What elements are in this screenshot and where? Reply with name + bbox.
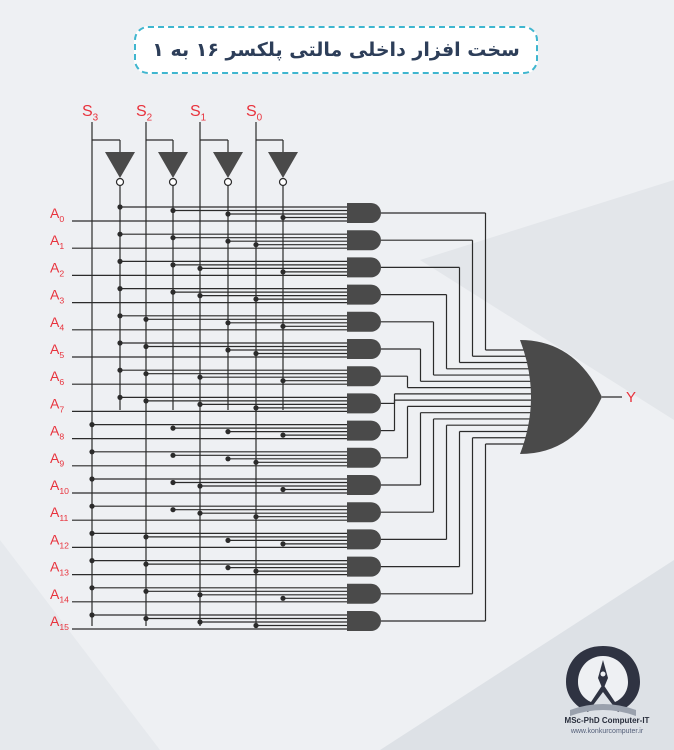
and-gate xyxy=(347,285,381,305)
input-label-sub: 2 xyxy=(59,268,65,279)
input-label-sub: 10 xyxy=(59,485,69,496)
junction-dot xyxy=(170,453,175,458)
input-label-sub: 4 xyxy=(59,322,65,333)
junction-dot xyxy=(89,476,94,481)
input-label-sub: 6 xyxy=(59,377,65,388)
input-label: $A_{15}$ xyxy=(50,613,69,632)
not-bubble xyxy=(117,179,124,186)
junction-dot xyxy=(197,402,202,407)
junction-dot xyxy=(89,531,94,536)
junction-dot xyxy=(143,616,148,621)
junction-dot xyxy=(170,262,175,267)
select-label-sub: 1 xyxy=(200,112,207,124)
select-label: $S_0$ xyxy=(246,103,263,124)
input-label-sub: 8 xyxy=(59,431,65,442)
junction-dot xyxy=(225,211,230,216)
junction-dot xyxy=(143,371,148,376)
and-gate xyxy=(347,257,381,277)
junction-dot xyxy=(117,286,122,291)
input-label-sub: 3 xyxy=(59,295,65,306)
junction-dot xyxy=(170,235,175,240)
junction-dot xyxy=(280,269,285,274)
junction-dot xyxy=(197,483,202,488)
junction-dot xyxy=(197,619,202,624)
input-label: $A_7$ xyxy=(50,395,65,415)
junction-dot xyxy=(225,538,230,543)
not-bubble xyxy=(225,179,232,186)
junction-dot xyxy=(280,433,285,438)
not-gate xyxy=(105,152,135,178)
junction-dot xyxy=(197,511,202,516)
junction-dot xyxy=(253,405,258,410)
junction-dot xyxy=(197,266,202,271)
junction-dot xyxy=(170,290,175,295)
junction-dot xyxy=(89,612,94,617)
junction-dot xyxy=(170,507,175,512)
not-bubble xyxy=(280,179,287,186)
input-label: $A_{10}$ xyxy=(50,477,69,496)
not-gate xyxy=(158,152,188,178)
page-title: سخت افزار داخلی مالتی پلکسر ۱۶ به ۱ xyxy=(152,39,520,61)
input-label-sub: 0 xyxy=(59,213,65,224)
junction-dot xyxy=(170,426,175,431)
and-gate xyxy=(347,475,381,495)
and-gate xyxy=(347,448,381,468)
junction-dot xyxy=(253,514,258,519)
junction-dot xyxy=(225,429,230,434)
junction-dot xyxy=(170,208,175,213)
and-gate xyxy=(347,502,381,522)
junction-dot xyxy=(253,242,258,247)
and-gate xyxy=(347,203,381,223)
junction-dot xyxy=(117,340,122,345)
and-gate xyxy=(347,611,381,631)
junction-dot xyxy=(89,449,94,454)
junction-dot xyxy=(170,480,175,485)
and-gate xyxy=(347,421,381,441)
junction-dot xyxy=(143,317,148,322)
junction-dot xyxy=(197,375,202,380)
input-label: $A_6$ xyxy=(50,368,65,388)
and-gate xyxy=(347,339,381,359)
select-label-sub: 0 xyxy=(256,112,263,124)
junction-dot xyxy=(253,351,258,356)
input-label: $A_1$ xyxy=(50,232,65,252)
junction-dot xyxy=(280,596,285,601)
junction-dot xyxy=(143,562,148,567)
not-bubble xyxy=(170,179,177,186)
junction-dot xyxy=(225,320,230,325)
junction-dot xyxy=(89,504,94,509)
input-label: $A_0$ xyxy=(50,205,65,224)
input-label: $A_4$ xyxy=(50,313,65,333)
input-label-sub: 7 xyxy=(59,404,65,415)
input-label: $A_3$ xyxy=(50,286,65,306)
brand-name: MSc-PhD Computer-IT xyxy=(564,716,650,725)
junction-dot xyxy=(197,592,202,597)
junction-dot xyxy=(117,232,122,237)
input-label-sub: 12 xyxy=(59,540,69,551)
junction-dot xyxy=(143,344,148,349)
input-label: $A_{13}$ xyxy=(50,558,69,578)
junction-dot xyxy=(89,558,94,563)
input-label: $A_5$ xyxy=(50,341,65,360)
junction-dot xyxy=(143,398,148,403)
select-label: $S_1$ xyxy=(190,103,207,124)
input-label-sub: 13 xyxy=(59,567,69,578)
junction-dot xyxy=(253,623,258,628)
and-gate xyxy=(347,366,381,386)
junction-dot xyxy=(89,585,94,590)
input-label-sub: 15 xyxy=(59,621,69,632)
junction-dot xyxy=(253,297,258,302)
junction-dot xyxy=(280,378,285,383)
output-label: Y xyxy=(626,389,637,406)
junction-dot xyxy=(117,313,122,318)
junction-dot xyxy=(225,239,230,244)
input-label: $A_2$ xyxy=(50,259,65,279)
junction-dot xyxy=(117,204,122,209)
input-label-sub: 1 xyxy=(59,241,65,252)
not-gate xyxy=(268,152,298,178)
input-label-sub: 11 xyxy=(59,513,69,524)
input-label: $A_{11}$ xyxy=(50,504,69,524)
junction-dot xyxy=(117,368,122,373)
and-gate xyxy=(347,584,381,604)
select-label: $S_2$ xyxy=(136,103,153,124)
junction-dot xyxy=(143,589,148,594)
brand-url: www.konkurcomputer.ir xyxy=(570,728,644,735)
and-gate xyxy=(347,557,381,577)
input-label-sub: 9 xyxy=(59,458,65,469)
input-label: $A_9$ xyxy=(50,449,65,469)
select-label-sub: 2 xyxy=(146,112,153,124)
input-label: $A_{14}$ xyxy=(50,585,69,605)
junction-dot xyxy=(89,422,94,427)
and-gate xyxy=(347,230,381,250)
select-label-sub: 3 xyxy=(92,112,99,124)
junction-dot xyxy=(280,487,285,492)
input-label-sub: 5 xyxy=(59,349,65,360)
and-gate xyxy=(347,312,381,332)
input-label: $A_{12}$ xyxy=(50,531,69,551)
and-gate xyxy=(347,393,381,413)
and-gate xyxy=(347,529,381,549)
junction-dot xyxy=(225,565,230,570)
input-label: $A_8$ xyxy=(50,422,65,442)
junction-dot xyxy=(280,541,285,546)
junction-dot xyxy=(253,460,258,465)
not-gate xyxy=(213,152,243,178)
junction-dot xyxy=(225,347,230,352)
junction-dot xyxy=(117,259,122,264)
junction-dot xyxy=(117,395,122,400)
input-label-sub: 14 xyxy=(59,594,69,605)
select-label: $S_3$ xyxy=(82,103,99,124)
junction-dot xyxy=(197,293,202,298)
gates xyxy=(105,152,602,631)
junction-dot xyxy=(225,456,230,461)
junction-dot xyxy=(143,534,148,539)
or-gate xyxy=(520,340,602,454)
junction-dot xyxy=(280,215,285,220)
junction-dot xyxy=(253,569,258,574)
junction-dot xyxy=(280,324,285,329)
